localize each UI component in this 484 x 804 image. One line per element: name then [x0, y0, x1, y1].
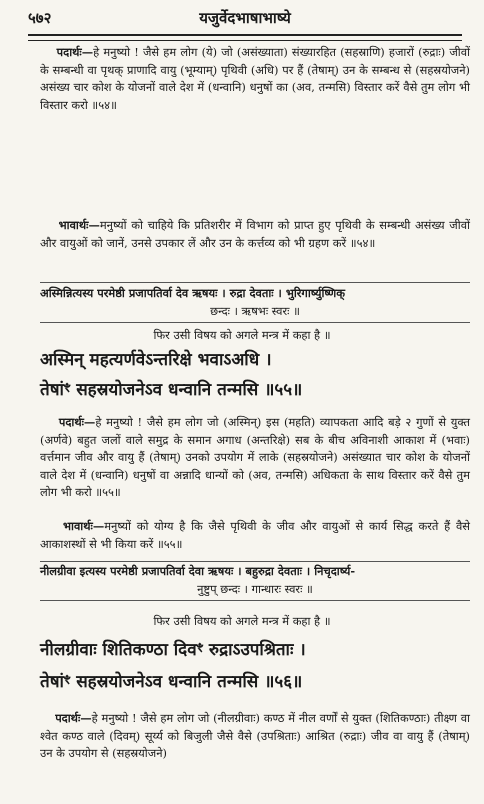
- mantra-55-line-1: अस्मिन् महत्यर्णवेऽन्तरिक्षे भवाऽअधि ।: [40, 350, 272, 370]
- header-rule: [28, 34, 462, 41]
- mantra-56-line-1: नीलग्रीवाः शितिकण्ठा दिवꣳ रुद्राऽउपश्रिताः ।: [40, 640, 306, 660]
- page-number: ५७२: [28, 9, 52, 27]
- page-header: [28, 6, 462, 32]
- mantra-55-meta: [40, 285, 470, 320]
- separator: [40, 600, 470, 601]
- chhanda-svara-line: छन्दः । ऋषभः स्वरः ॥: [210, 303, 300, 318]
- chhanda-svara-line: नुष्टुप् छन्दः । गान्धारः स्वरः ॥: [197, 581, 313, 596]
- bhavarth-text: मनुष्यों को चाहिये कि प्रतिशरीर में विभाग को प्राप्त हुए पृथिवी के सम्बन्धी असंख्य जीवों और वायुओं को जानें, उनसे उपकार लें और उन के कर्त्तव्य को भी ग्रहण करें ॥५४॥: [40, 218, 470, 250]
- rishi-devata-line: नीलग्रीवा इत्यस्य परमेष्ठी प्रजापतिर्वा देवा ऋषयः । बहुरुद्रा देवताः । निचृदार्ष्य-: [40, 564, 356, 578]
- mantra-56-line-2: तेषांꣳ सहस्रयोजनेऽव धन्वानि तन्मसि ॥५६॥: [40, 672, 303, 692]
- bhavarth-label: भावार्थः—: [63, 519, 105, 533]
- bhavarth-54: [40, 217, 470, 252]
- rishi-devata-line: अस्मिन्नित्यस्य परमेष्ठी प्रजापतिर्वा देव ऋषयः । रुद्रा देवताः । भुरिगार्ष्युष्णिक्: [40, 286, 346, 300]
- padarth-56: [40, 710, 470, 763]
- separator: [40, 561, 470, 562]
- mantra-55-line-2: तेषांꣳ सहस्रयोजनेऽव धन्वानि तन्मसि ॥५५॥: [40, 380, 303, 400]
- bhavarth-55: [40, 518, 470, 553]
- bhavarth-label: भावार्थः—: [58, 218, 100, 232]
- padarth-text: हे मनुष्यो ! जैसे हम लोग जो (नीलग्रीवाः) कण्ठ में नील वर्णों से युक्त (शितिकण्ठाः) तीक्ष्ण वा श्वेत कण्ठ वाले (दिवम्) सूर्य्य को बिजुली जैसे वैसे (उपश्रिताः) आश्रित (रुद्राः) जीव वा वायु हैं (तेषाम्) उन के उपयोग से (सहस्रयोजने): [40, 711, 470, 760]
- running-title: यजुर्वेदभाषाभाष्ये: [199, 9, 291, 27]
- mantra-55-intro: फिर उसी विषय को अगले मन्त्र में कहा है ॥: [153, 328, 331, 342]
- padarth-label: पदार्थः—: [56, 45, 94, 59]
- padarth-label: पदार्थः—: [55, 711, 92, 725]
- padarth-text: हे मनुष्यो ! जैसे हम लोग (ये) जो (असंख्याता) संख्यारहित (सहस्राणि) हजारों (रुद्राः) जीवों के सम्बन्धी वा पृथक् प्राणादि वायु (भूम्याम्) पृथिवी (अधि) पर हैं (तेषाम्) उन के सम्बन्ध से (सहस्रयोजने) असंख्य चार कोश के योजनों वाले देश में (धन्वानि) धनुषों का (अव, तन्मसि) विस्तार करें वैसे तुम लोग भी विस्तार करो ॥५४॥: [40, 45, 470, 112]
- separator: [40, 282, 470, 283]
- padarth-text: हे मनुष्यो ! जैसे हम लोग जो (अस्मिन्) इस (महति) व्यापकता आदि बड़े २ गुणों से युक्त (अर्णवे) बहुत जलों वाले समुद्र के समान अगाध (अन्तरिक्षे) सब के बीच अविनाशी आकाश में (भवाः) वर्त्तमान जीव और वायु हैं (तेषाम्) उनको उपयोग में लाके (सहस्रयोजने) असंख्यात चार कोश के योजनों वाले देश में (धन्वानि) धनुषों वा अन्नादि धान्यों को (अव, तन्मसि) अधिकता के साथ विस्तार करें वैसे तुम लोग भी करो ॥५५॥: [40, 415, 470, 499]
- mantra-56-intro: फिर उसी विषय को अगले मन्त्र में कहा है ॥: [153, 614, 331, 628]
- separator: [40, 322, 470, 323]
- bhavarth-text: मनुष्यों को योग्य है कि जैसे पृथिवी के जीव और वायुओं से कार्य सिद्ध करते हैं वैसे आकाशस्थों से भी किया करें ॥५५॥: [40, 519, 470, 551]
- padarth-54: [40, 44, 470, 114]
- mantra-56-meta: [40, 563, 470, 598]
- padarth-55: [40, 414, 470, 502]
- padarth-label: पदार्थः—: [58, 415, 96, 429]
